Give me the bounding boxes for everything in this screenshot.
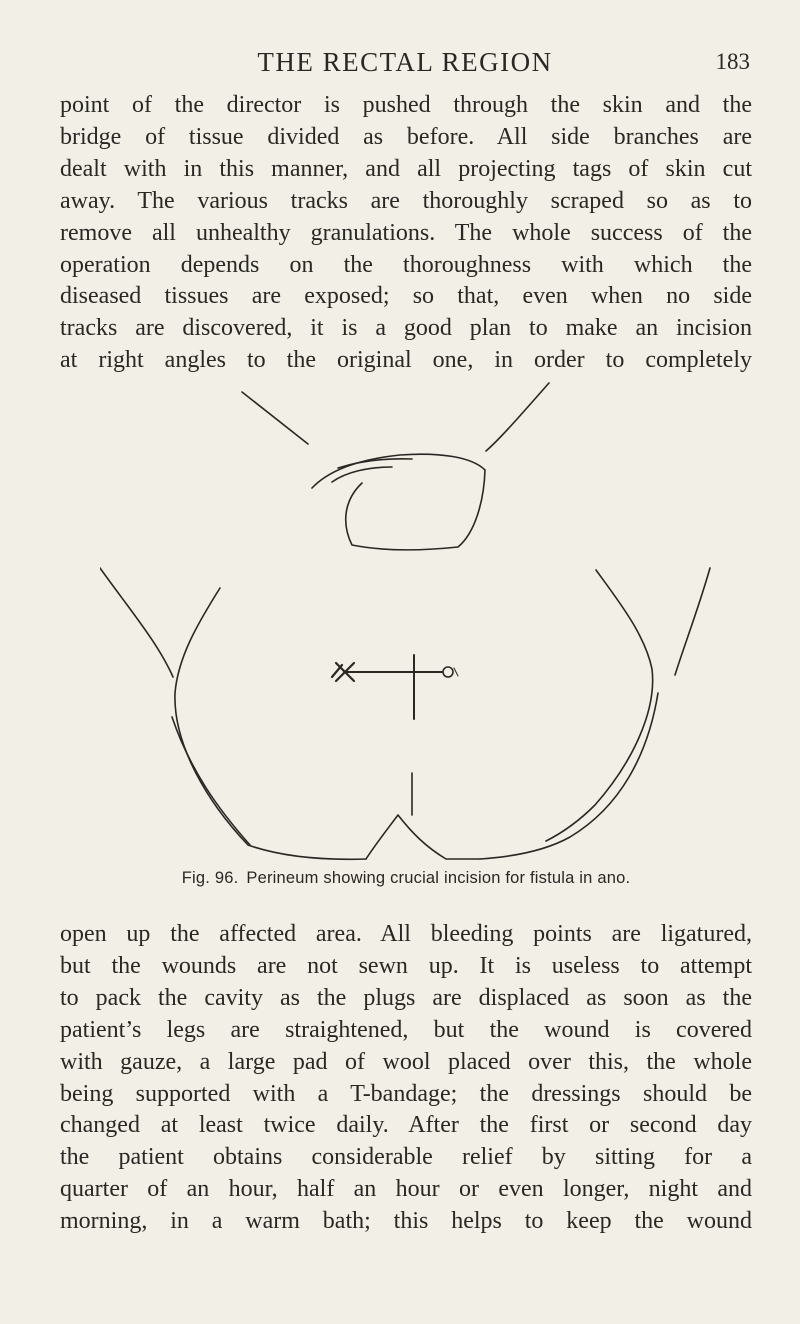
left-inner-contour	[175, 588, 366, 859]
text-line: morning, in a warm bath; this helps to keep the wound	[60, 1208, 752, 1235]
right-inner-contour	[546, 570, 653, 841]
text-line: open up the affected area. All bleeding points are ligatured,	[60, 921, 752, 947]
text-line: changed at least twice daily. After the first or second day	[60, 1112, 752, 1139]
bottom-notch	[366, 815, 480, 859]
scrotum-top-fold	[338, 459, 412, 468]
text-line: away. The various tracks are thoroughly scraped so as to	[60, 187, 752, 214]
text-line: at right angles to the original one, in order to completely	[60, 347, 752, 374]
page-number: 183	[715, 49, 750, 74]
text-line: operation depends on the thoroughness with which the	[60, 251, 752, 278]
left-upper-diagonal	[242, 392, 308, 444]
left-lower-line	[172, 717, 250, 845]
running-header	[60, 42, 750, 82]
text-line: with gauze, a large pad of wool placed over this, the whole	[60, 1048, 752, 1075]
text-line: tracks are discovered, it is a good plan to make an incision	[60, 315, 752, 342]
crucial-incision-mark	[332, 655, 458, 719]
figure-caption	[60, 866, 752, 890]
right-lower-line	[480, 693, 658, 859]
text-line: remove all unhealthy granulations. The whole success of the	[60, 219, 752, 246]
incision-end-mark	[443, 667, 453, 677]
text-line: point of the director is pushed through the skin and the	[60, 92, 752, 118]
text-line: quarter of an hour, half an hour or even longer, night and	[60, 1176, 752, 1203]
right-upper-diagonal	[486, 383, 549, 451]
left-outer-thigh-line	[100, 568, 173, 677]
text-line: to pack the cavity as the plugs are displaced as soon as the	[60, 984, 752, 1011]
text-line: patient’s legs are straightened, but the wound is covered	[60, 1016, 752, 1043]
text-line: diseased tissues are exposed; so that, even when no side	[60, 283, 752, 310]
figure-caption-text: Perineum showing crucial incision for fistula in ano.	[246, 869, 631, 887]
text-line: being supported with a T-bandage; the dressings should be	[60, 1080, 752, 1107]
paragraph-bottom	[60, 919, 752, 1238]
paragraph-top	[60, 90, 752, 377]
text-line: dealt with in this manner, and all projecting tags of skin cut	[60, 155, 752, 182]
text-line: but the wounds are not sewn up. It is useless to attempt	[60, 952, 752, 979]
text-line: the patient obtains considerable relief by sitting for a	[60, 1144, 752, 1171]
figure-perineum-diagram	[100, 375, 720, 870]
running-title: THE RECTAL REGION	[257, 47, 553, 77]
figure-label: Fig. 96.	[181, 869, 239, 887]
perineum-line-drawing	[100, 375, 720, 870]
right-outer-thigh-line	[675, 568, 710, 675]
text-line: bridge of tissue divided as before. All side branches are	[60, 123, 752, 150]
